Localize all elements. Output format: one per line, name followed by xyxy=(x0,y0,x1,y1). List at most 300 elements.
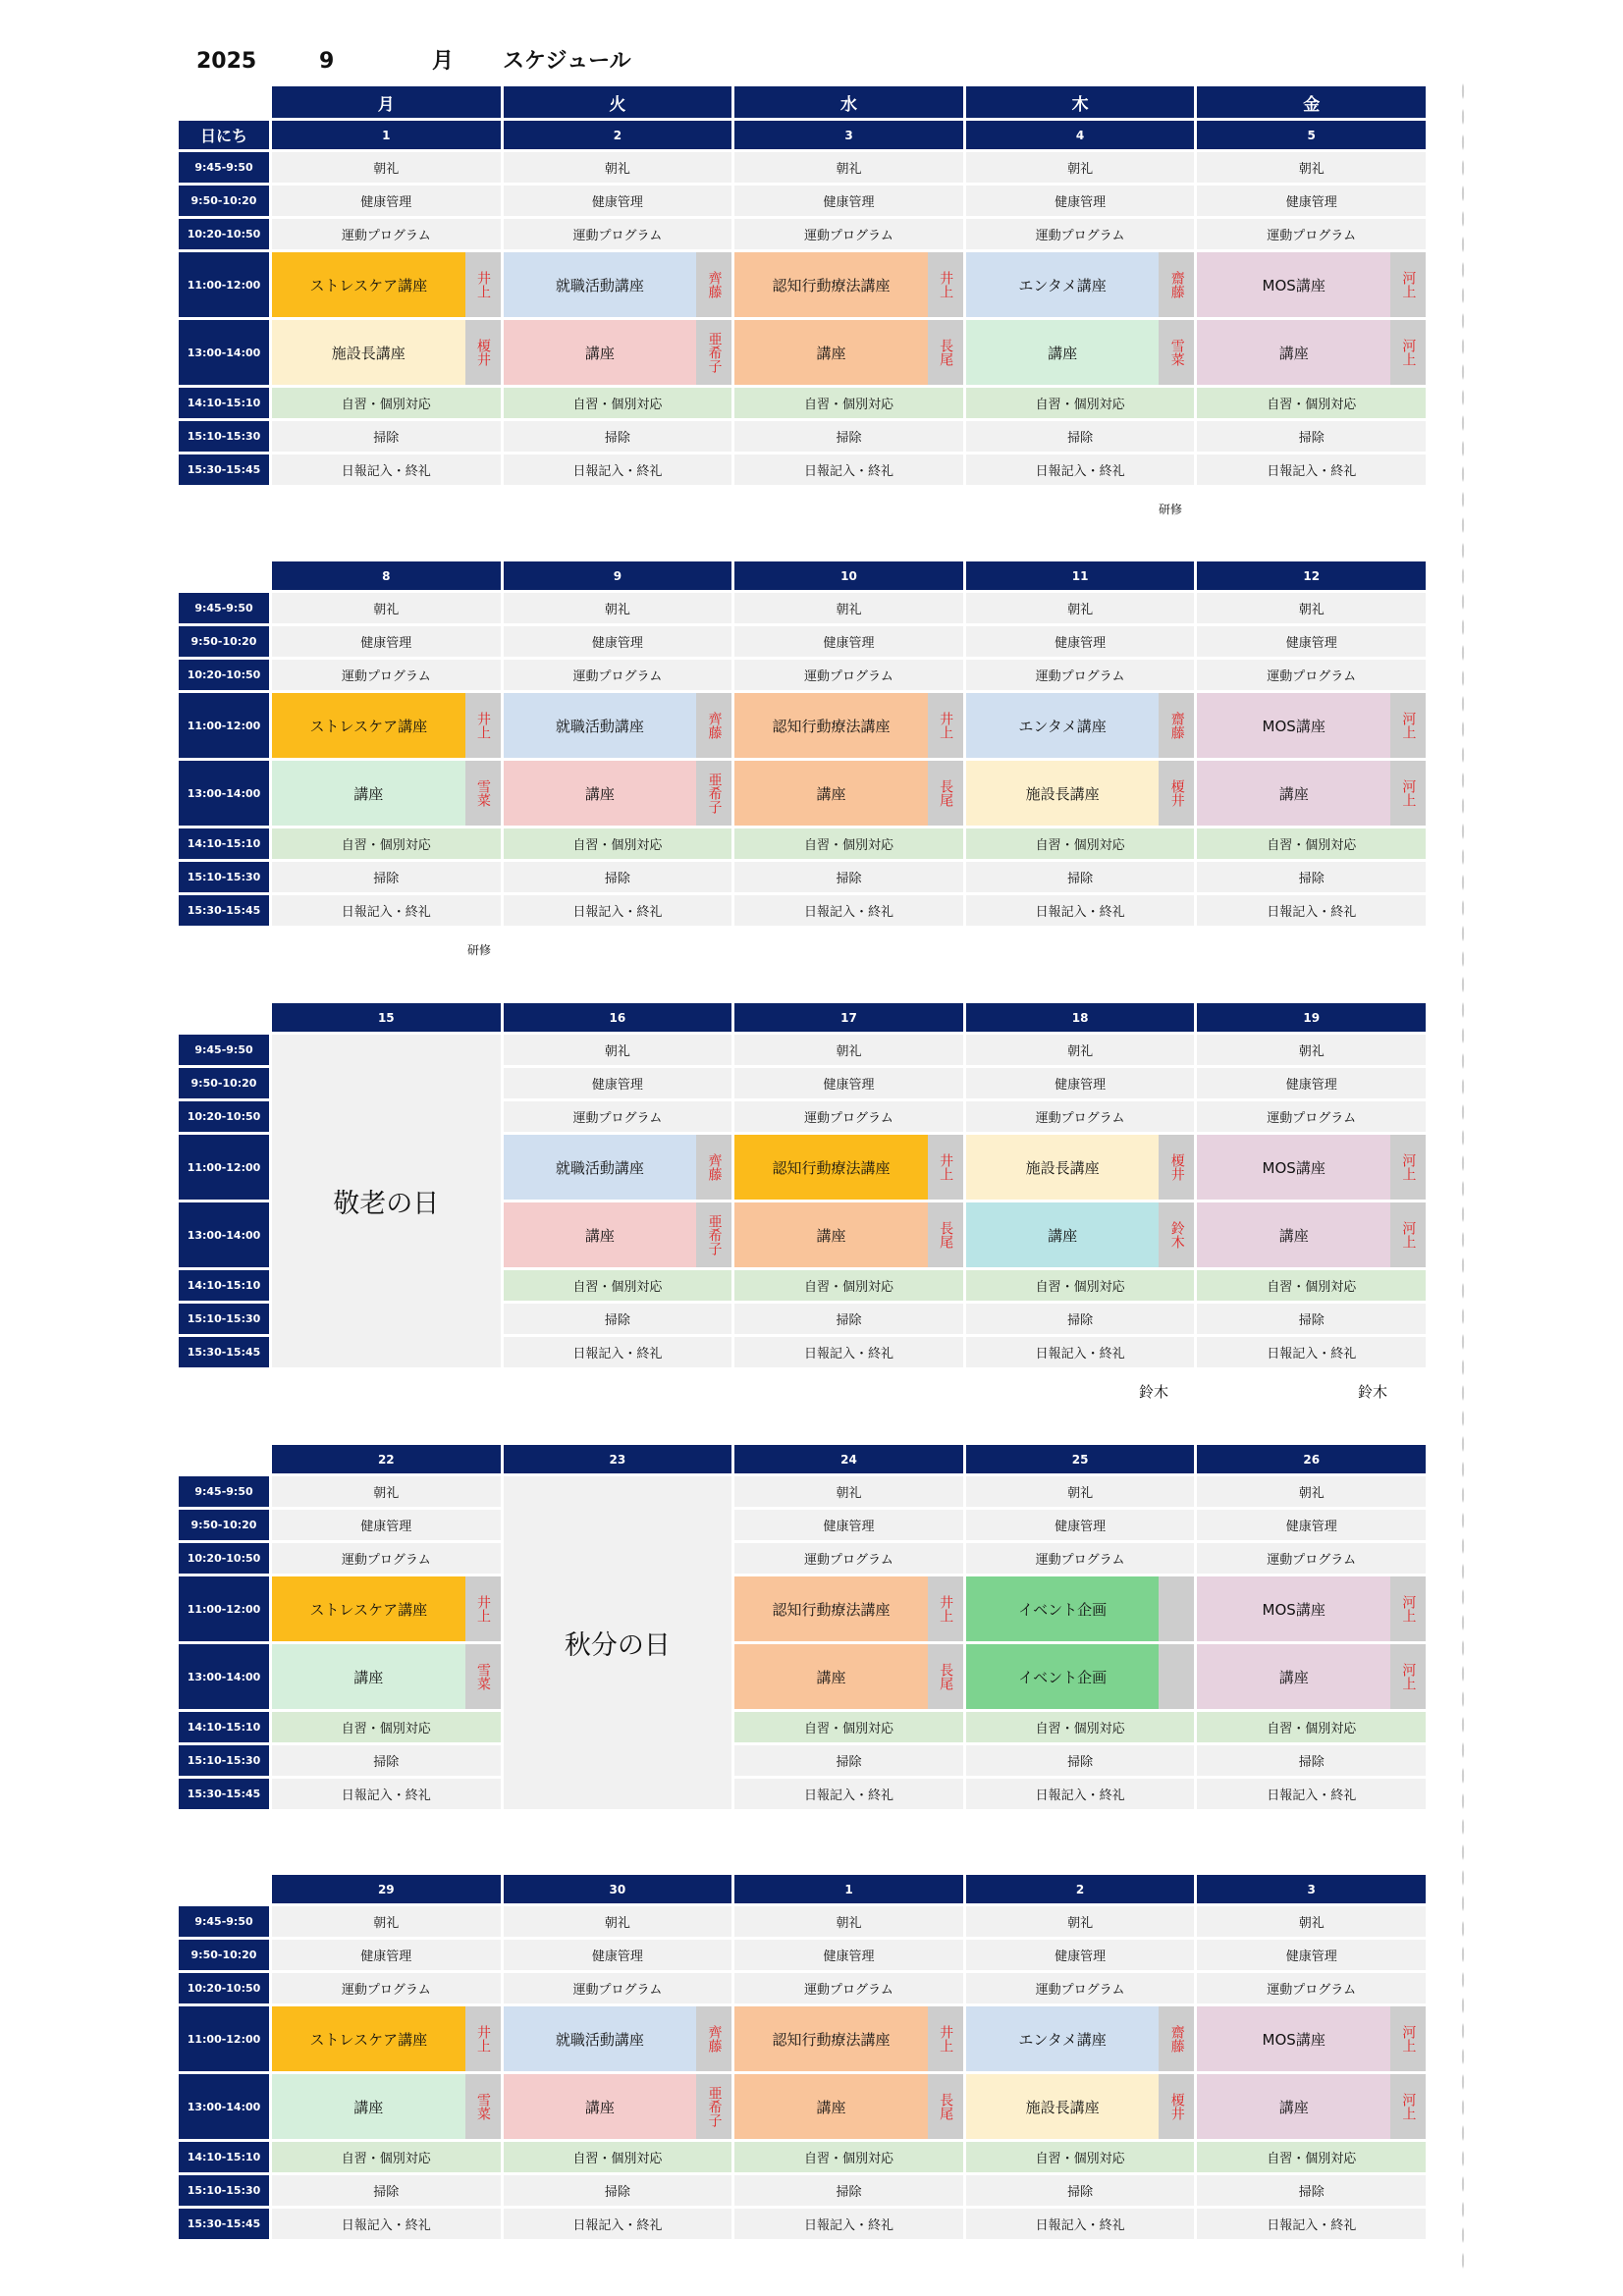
morning-meeting-cell: 朝礼 xyxy=(504,152,732,183)
course-cell[interactable] xyxy=(1197,1576,1426,1641)
time-slot-label: 11:00-12:00 xyxy=(179,252,269,317)
date-header: 9 xyxy=(504,561,732,590)
course-name: 就職活動講座 xyxy=(555,1158,644,1177)
teacher-name: 齊藤 xyxy=(696,693,731,758)
exercise-program-cell: 運動プログラム xyxy=(272,1543,501,1574)
morning-meeting-cell: 朝礼 xyxy=(504,593,732,623)
course-name: ストレスケア講座 xyxy=(309,276,428,294)
time-slot-label: 9:45-9:50 xyxy=(179,1906,269,1937)
page-edge-dots xyxy=(1461,79,1465,2277)
exercise-program-cell: 運動プログラム xyxy=(734,1101,963,1132)
weekday-header: 火 xyxy=(504,86,732,118)
weekday-header: 月 xyxy=(272,86,501,118)
teacher-name: 井上 xyxy=(928,693,963,758)
course-cell[interactable] xyxy=(272,2006,501,2071)
course-cell[interactable] xyxy=(734,1576,963,1641)
morning-meeting-cell: 朝礼 xyxy=(272,152,501,183)
health-check-cell: 健康管理 xyxy=(272,186,501,216)
course-cell[interactable] xyxy=(734,320,963,385)
health-check-cell: 健康管理 xyxy=(1197,1510,1426,1540)
course-cell[interactable] xyxy=(966,320,1195,385)
exercise-program-cell: 運動プログラム xyxy=(272,660,501,690)
teacher-name: 鈴木 xyxy=(1159,1202,1194,1267)
morning-meeting-cell: 朝礼 xyxy=(734,1035,963,1065)
time-slot-label: 15:10-15:30 xyxy=(179,2175,269,2206)
self-study-cell: 自習・個別対応 xyxy=(966,1712,1195,1742)
schedule-note: 鈴木 xyxy=(1358,1383,1388,1401)
health-check-cell: 健康管理 xyxy=(966,626,1195,657)
self-study-cell: 自習・個別対応 xyxy=(1197,1712,1426,1742)
health-check-cell: 健康管理 xyxy=(504,186,732,216)
daily-report-cell: 日報記入・終礼 xyxy=(734,454,963,485)
morning-meeting-cell: 朝礼 xyxy=(1197,152,1426,183)
course-cell[interactable] xyxy=(966,1135,1195,1200)
teacher-name: 井上 xyxy=(465,252,501,317)
daily-report-cell: 日報記入・終礼 xyxy=(734,1779,963,1809)
cleaning-cell: 掃除 xyxy=(272,2175,501,2206)
course-cell[interactable] xyxy=(504,2006,732,2071)
course-cell[interactable] xyxy=(734,693,963,758)
daily-report-cell: 日報記入・終礼 xyxy=(734,2209,963,2239)
time-slot-label: 13:00-14:00 xyxy=(179,320,269,385)
course-cell[interactable] xyxy=(1197,2074,1426,2139)
week-grid xyxy=(179,1003,1426,1367)
course-cell[interactable] xyxy=(1197,320,1426,385)
course-name: 講座 xyxy=(816,344,846,362)
daily-report-cell: 日報記入・終礼 xyxy=(1197,454,1426,485)
weekday-header: 水 xyxy=(734,86,963,118)
health-check-cell: 健康管理 xyxy=(272,1940,501,1970)
cleaning-cell: 掃除 xyxy=(272,421,501,452)
teacher-name: 亜希子 xyxy=(696,320,731,385)
cleaning-cell: 掃除 xyxy=(966,1304,1195,1334)
course-cell[interactable] xyxy=(1197,693,1426,758)
cleaning-cell: 掃除 xyxy=(272,1745,501,1776)
teacher-name: 雪菜 xyxy=(465,761,501,826)
time-slot-label: 10:20-10:50 xyxy=(179,1101,269,1132)
teacher-name: 河上 xyxy=(1390,1202,1426,1267)
daily-report-cell: 日報記入・終礼 xyxy=(1197,2209,1426,2239)
holiday-cell: 敬老の日 xyxy=(272,1035,501,1367)
month-number: 9 xyxy=(319,49,335,74)
course-name: 講座 xyxy=(584,2098,615,2116)
teacher-name: 井上 xyxy=(928,2006,963,2071)
course-cell[interactable] xyxy=(966,761,1195,826)
time-slot-label: 9:50-10:20 xyxy=(179,186,269,216)
self-study-cell: 自習・個別対応 xyxy=(1197,2142,1426,2172)
course-name: 認知行動療法講座 xyxy=(772,276,891,294)
morning-meeting-cell: 朝礼 xyxy=(504,1035,732,1065)
time-slot-label: 15:30-15:45 xyxy=(179,1337,269,1367)
teacher-name: 榎井 xyxy=(1159,761,1194,826)
health-check-cell: 健康管理 xyxy=(504,626,732,657)
time-slot-label: 14:10-15:10 xyxy=(179,388,269,418)
teacher-name: 亜希子 xyxy=(696,761,731,826)
time-slot-label: 14:10-15:10 xyxy=(179,828,269,859)
date-header: 17 xyxy=(734,1003,963,1032)
daily-report-cell: 日報記入・終礼 xyxy=(272,454,501,485)
self-study-cell: 自習・個別対応 xyxy=(966,1270,1195,1301)
time-slot-label: 9:45-9:50 xyxy=(179,1476,269,1507)
cleaning-cell: 掃除 xyxy=(504,1304,732,1334)
date-header: 23 xyxy=(504,1445,732,1473)
teacher-name: 長尾 xyxy=(928,2074,963,2139)
course-name: 講座 xyxy=(1278,1668,1309,1686)
cleaning-cell: 掃除 xyxy=(1197,421,1426,452)
exercise-program-cell: 運動プログラム xyxy=(504,660,732,690)
date-header: 5 xyxy=(1197,121,1426,149)
exercise-program-cell: 運動プログラム xyxy=(1197,660,1426,690)
course-cell[interactable] xyxy=(734,1202,963,1267)
course-cell[interactable] xyxy=(272,1576,501,1641)
course-name: 就職活動講座 xyxy=(555,2030,644,2049)
schedule-note: 研修 xyxy=(467,943,492,957)
corner-blank xyxy=(179,1003,269,1032)
course-cell[interactable] xyxy=(1197,252,1426,317)
teacher-name: 井上 xyxy=(928,1135,963,1200)
course-name: 講座 xyxy=(584,1226,615,1245)
course-cell[interactable] xyxy=(966,1644,1195,1709)
course-name: 施設長講座 xyxy=(1025,784,1100,803)
teacher-name xyxy=(1159,1576,1194,1641)
self-study-cell: 自習・個別対応 xyxy=(504,828,732,859)
cleaning-cell: 掃除 xyxy=(504,862,732,892)
teacher-name: 井上 xyxy=(465,693,501,758)
morning-meeting-cell: 朝礼 xyxy=(272,593,501,623)
course-cell[interactable] xyxy=(272,1644,501,1709)
morning-meeting-cell: 朝礼 xyxy=(1197,1476,1426,1507)
course-cell[interactable] xyxy=(734,252,963,317)
exercise-program-cell: 運動プログラム xyxy=(1197,219,1426,249)
course-cell[interactable] xyxy=(272,693,501,758)
date-header: 26 xyxy=(1197,1445,1426,1473)
course-name: 講座 xyxy=(816,1668,846,1686)
course-name: 講座 xyxy=(584,784,615,803)
exercise-program-cell: 運動プログラム xyxy=(734,1543,963,1574)
teacher-name: 河上 xyxy=(1390,2006,1426,2071)
self-study-cell: 自習・個別対応 xyxy=(734,2142,963,2172)
teacher-name: 齋藤 xyxy=(1159,252,1194,317)
exercise-program-cell: 運動プログラム xyxy=(966,1101,1195,1132)
teacher-name: 河上 xyxy=(1390,1576,1426,1641)
exercise-program-cell: 運動プログラム xyxy=(734,219,963,249)
cleaning-cell: 掃除 xyxy=(966,862,1195,892)
cleaning-cell: 掃除 xyxy=(504,421,732,452)
year: 2025 xyxy=(196,49,257,74)
teacher-name: 井上 xyxy=(465,2006,501,2071)
time-slot-label: 10:20-10:50 xyxy=(179,219,269,249)
course-cell[interactable] xyxy=(966,693,1195,758)
date-header: 18 xyxy=(966,1003,1195,1032)
exercise-program-cell: 運動プログラム xyxy=(272,1973,501,2003)
time-slot-label: 14:10-15:10 xyxy=(179,1712,269,1742)
self-study-cell: 自習・個別対応 xyxy=(272,388,501,418)
morning-meeting-cell: 朝礼 xyxy=(734,593,963,623)
teacher-name: 井上 xyxy=(465,1576,501,1641)
time-slot-label: 15:10-15:30 xyxy=(179,1304,269,1334)
daily-report-cell: 日報記入・終礼 xyxy=(1197,1779,1426,1809)
morning-meeting-cell: 朝礼 xyxy=(504,1906,732,1937)
course-name: 講座 xyxy=(584,344,615,362)
teacher-name: 井上 xyxy=(928,1576,963,1641)
time-slot-label: 9:50-10:20 xyxy=(179,1510,269,1540)
morning-meeting-cell: 朝礼 xyxy=(734,1476,963,1507)
daily-report-cell: 日報記入・終礼 xyxy=(272,2209,501,2239)
morning-meeting-cell: 朝礼 xyxy=(734,152,963,183)
course-cell[interactable] xyxy=(734,1644,963,1709)
course-cell[interactable] xyxy=(272,252,501,317)
date-header: 3 xyxy=(734,121,963,149)
self-study-cell: 自習・個別対応 xyxy=(966,388,1195,418)
course-cell[interactable] xyxy=(272,2074,501,2139)
course-name: MOS講座 xyxy=(1262,1600,1325,1619)
date-header: 15 xyxy=(272,1003,501,1032)
morning-meeting-cell: 朝礼 xyxy=(966,1906,1195,1937)
exercise-program-cell: 運動プログラム xyxy=(966,660,1195,690)
course-name: 認知行動療法講座 xyxy=(772,1600,891,1619)
daily-report-cell: 日報記入・終礼 xyxy=(504,895,732,926)
course-name: 講座 xyxy=(1278,344,1309,362)
self-study-cell: 自習・個別対応 xyxy=(966,828,1195,859)
health-check-cell: 健康管理 xyxy=(966,1068,1195,1098)
morning-meeting-cell: 朝礼 xyxy=(966,152,1195,183)
week-block xyxy=(179,1875,1426,2239)
week-block xyxy=(179,1445,1426,1809)
time-slot-label: 15:30-15:45 xyxy=(179,2209,269,2239)
teacher-name: 榎井 xyxy=(1159,2074,1194,2139)
health-check-cell: 健康管理 xyxy=(1197,626,1426,657)
course-name: 講座 xyxy=(816,1226,846,1245)
date-header: 2 xyxy=(966,1875,1195,1903)
course-cell[interactable] xyxy=(1197,1202,1426,1267)
exercise-program-cell: 運動プログラム xyxy=(504,1973,732,2003)
exercise-program-cell: 運動プログラム xyxy=(966,219,1195,249)
cleaning-cell: 掃除 xyxy=(1197,1745,1426,1776)
health-check-cell: 健康管理 xyxy=(734,1510,963,1540)
time-slot-label: 10:20-10:50 xyxy=(179,1973,269,2003)
health-check-cell: 健康管理 xyxy=(966,186,1195,216)
teacher-name: 雪菜 xyxy=(1159,320,1194,385)
time-slot-label: 15:10-15:30 xyxy=(179,1745,269,1776)
daily-report-cell: 日報記入・終礼 xyxy=(966,1779,1195,1809)
time-slot-label: 11:00-12:00 xyxy=(179,693,269,758)
time-slot-label: 10:20-10:50 xyxy=(179,660,269,690)
course-name: ストレスケア講座 xyxy=(309,2030,428,2049)
course-name: 講座 xyxy=(1278,1226,1309,1245)
teacher-name: 河上 xyxy=(1390,252,1426,317)
weekday-header: 金 xyxy=(1197,86,1426,118)
self-study-cell: 自習・個別対応 xyxy=(272,2142,501,2172)
course-cell[interactable] xyxy=(1197,1644,1426,1709)
health-check-cell: 健康管理 xyxy=(504,1068,732,1098)
teacher-name: 齊藤 xyxy=(696,2006,731,2071)
time-slot-label: 13:00-14:00 xyxy=(179,761,269,826)
teacher-name: 榎井 xyxy=(465,320,501,385)
cleaning-cell: 掃除 xyxy=(734,1304,963,1334)
time-slot-label: 11:00-12:00 xyxy=(179,2006,269,2071)
self-study-cell: 自習・個別対応 xyxy=(734,1270,963,1301)
schedule-note: 研修 xyxy=(1159,503,1183,516)
course-cell[interactable] xyxy=(504,1202,732,1267)
course-name: MOS講座 xyxy=(1262,1158,1325,1177)
course-name: エンタメ講座 xyxy=(1018,717,1107,735)
time-slot-label: 13:00-14:00 xyxy=(179,2074,269,2139)
teacher-name: 齊藤 xyxy=(696,252,731,317)
exercise-program-cell: 運動プログラム xyxy=(966,1973,1195,2003)
course-name: 施設長講座 xyxy=(1025,1158,1100,1177)
course-name: イベント企画 xyxy=(1018,1668,1108,1686)
date-row-label: 日にち xyxy=(179,121,269,149)
course-name: 講座 xyxy=(1048,344,1078,362)
teacher-name: 榎井 xyxy=(1159,1135,1194,1200)
exercise-program-cell: 運動プログラム xyxy=(1197,1101,1426,1132)
time-slot-label: 14:10-15:10 xyxy=(179,2142,269,2172)
date-header: 25 xyxy=(966,1445,1195,1473)
course-name: 講座 xyxy=(816,784,846,803)
cleaning-cell: 掃除 xyxy=(966,2175,1195,2206)
daily-report-cell: 日報記入・終礼 xyxy=(966,895,1195,926)
daily-report-cell: 日報記入・終礼 xyxy=(1197,1337,1426,1367)
course-cell[interactable] xyxy=(966,2074,1195,2139)
course-name: 認知行動療法講座 xyxy=(772,717,891,735)
course-cell[interactable] xyxy=(734,2006,963,2071)
self-study-cell: 自習・個別対応 xyxy=(1197,828,1426,859)
course-cell[interactable] xyxy=(504,1135,732,1200)
teacher-name: 河上 xyxy=(1390,1135,1426,1200)
course-cell[interactable] xyxy=(504,252,732,317)
course-cell[interactable] xyxy=(504,2074,732,2139)
health-check-cell: 健康管理 xyxy=(734,1068,963,1098)
course-cell[interactable] xyxy=(734,761,963,826)
teacher-name: 亜希子 xyxy=(696,2074,731,2139)
health-check-cell: 健康管理 xyxy=(734,1940,963,1970)
morning-meeting-cell: 朝礼 xyxy=(966,1035,1195,1065)
teacher-name: 河上 xyxy=(1390,1644,1426,1709)
exercise-program-cell: 運動プログラム xyxy=(966,1543,1195,1574)
exercise-program-cell: 運動プログラム xyxy=(734,660,963,690)
cleaning-cell: 掃除 xyxy=(272,862,501,892)
cleaning-cell: 掃除 xyxy=(966,421,1195,452)
course-cell[interactable] xyxy=(272,320,501,385)
time-slot-label: 9:45-9:50 xyxy=(179,1035,269,1065)
course-name: 就職活動講座 xyxy=(555,276,644,294)
course-name: エンタメ講座 xyxy=(1018,276,1107,294)
self-study-cell: 自習・個別対応 xyxy=(272,1712,501,1742)
exercise-program-cell: 運動プログラム xyxy=(504,1101,732,1132)
time-slot-label: 11:00-12:00 xyxy=(179,1135,269,1200)
health-check-cell: 健康管理 xyxy=(966,1510,1195,1540)
course-cell[interactable] xyxy=(1197,1135,1426,1200)
time-slot-label: 14:10-15:10 xyxy=(179,1270,269,1301)
morning-meeting-cell: 朝礼 xyxy=(1197,1906,1426,1937)
self-study-cell: 自習・個別対応 xyxy=(734,1712,963,1742)
daily-report-cell: 日報記入・終礼 xyxy=(272,1779,501,1809)
self-study-cell: 自習・個別対応 xyxy=(504,2142,732,2172)
course-cell[interactable] xyxy=(966,252,1195,317)
course-cell[interactable] xyxy=(1197,2006,1426,2071)
health-check-cell: 健康管理 xyxy=(272,626,501,657)
date-header: 3 xyxy=(1197,1875,1426,1903)
teacher-name: 齋藤 xyxy=(1159,693,1194,758)
course-cell[interactable] xyxy=(966,1576,1195,1641)
teacher-name: 長尾 xyxy=(928,1202,963,1267)
course-cell[interactable] xyxy=(504,320,732,385)
cleaning-cell: 掃除 xyxy=(504,2175,732,2206)
week-block xyxy=(179,86,1426,485)
teacher-name: 河上 xyxy=(1390,2074,1426,2139)
teacher-name: 雪菜 xyxy=(465,2074,501,2139)
daily-report-cell: 日報記入・終礼 xyxy=(734,895,963,926)
time-slot-label: 9:50-10:20 xyxy=(179,1940,269,1970)
daily-report-cell: 日報記入・終礼 xyxy=(504,1337,732,1367)
teacher-name: 長尾 xyxy=(928,320,963,385)
course-cell[interactable] xyxy=(272,761,501,826)
date-header: 1 xyxy=(272,121,501,149)
morning-meeting-cell: 朝礼 xyxy=(272,1906,501,1937)
morning-meeting-cell: 朝礼 xyxy=(966,1476,1195,1507)
course-name: 就職活動講座 xyxy=(555,717,644,735)
course-cell[interactable] xyxy=(734,1135,963,1200)
course-cell[interactable] xyxy=(1197,761,1426,826)
date-header: 24 xyxy=(734,1445,963,1473)
daily-report-cell: 日報記入・終礼 xyxy=(966,1337,1195,1367)
morning-meeting-cell: 朝礼 xyxy=(1197,593,1426,623)
course-cell[interactable] xyxy=(504,693,732,758)
cleaning-cell: 掃除 xyxy=(734,2175,963,2206)
morning-meeting-cell: 朝礼 xyxy=(272,1476,501,1507)
course-cell[interactable] xyxy=(504,761,732,826)
week-block xyxy=(179,561,1426,926)
week-grid xyxy=(179,1445,1426,1809)
teacher-name: 長尾 xyxy=(928,761,963,826)
teacher-name: 雪菜 xyxy=(465,1644,501,1709)
teacher-name: 亜希子 xyxy=(696,1202,731,1267)
daily-report-cell: 日報記入・終礼 xyxy=(966,2209,1195,2239)
time-slot-label: 15:30-15:45 xyxy=(179,895,269,926)
teacher-name: 長尾 xyxy=(928,1644,963,1709)
morning-meeting-cell: 朝礼 xyxy=(966,593,1195,623)
health-check-cell: 健康管理 xyxy=(1197,1940,1426,1970)
date-header: 10 xyxy=(734,561,963,590)
teacher-name: 河上 xyxy=(1390,320,1426,385)
teacher-name xyxy=(1159,1644,1194,1709)
exercise-program-cell: 運動プログラム xyxy=(272,219,501,249)
course-name: 講座 xyxy=(353,1668,384,1686)
health-check-cell: 健康管理 xyxy=(1197,186,1426,216)
time-slot-label: 15:30-15:45 xyxy=(179,1779,269,1809)
time-slot-label: 9:50-10:20 xyxy=(179,626,269,657)
exercise-program-cell: 運動プログラム xyxy=(1197,1973,1426,2003)
time-slot-label: 9:45-9:50 xyxy=(179,593,269,623)
daily-report-cell: 日報記入・終礼 xyxy=(504,454,732,485)
cleaning-cell: 掃除 xyxy=(1197,2175,1426,2206)
course-name: MOS講座 xyxy=(1262,276,1325,294)
self-study-cell: 自習・個別対応 xyxy=(504,388,732,418)
date-header: 11 xyxy=(966,561,1195,590)
course-cell[interactable] xyxy=(734,2074,963,2139)
cleaning-cell: 掃除 xyxy=(1197,1304,1426,1334)
course-cell[interactable] xyxy=(966,1202,1195,1267)
course-name: ストレスケア講座 xyxy=(309,717,428,735)
self-study-cell: 自習・個別対応 xyxy=(734,388,963,418)
daily-report-cell: 日報記入・終礼 xyxy=(966,454,1195,485)
date-header: 29 xyxy=(272,1875,501,1903)
health-check-cell: 健康管理 xyxy=(1197,1068,1426,1098)
teacher-name: 河上 xyxy=(1390,693,1426,758)
corner-blank xyxy=(179,86,269,118)
course-cell[interactable] xyxy=(966,2006,1195,2071)
time-slot-label: 9:45-9:50 xyxy=(179,152,269,183)
